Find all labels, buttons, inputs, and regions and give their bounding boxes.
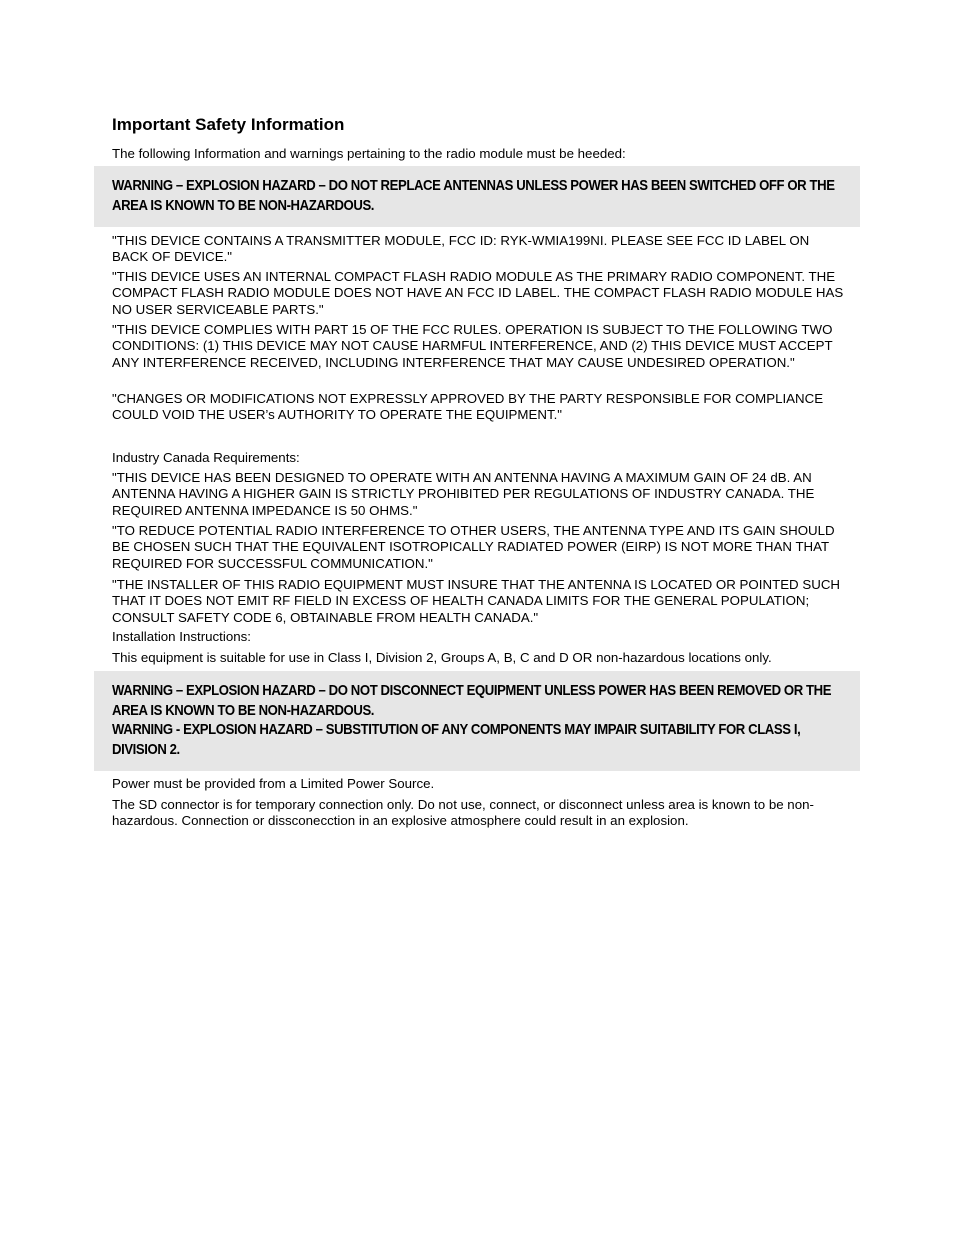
ic-statement-interference: "TO REDUCE POTENTIAL RADIO INTERFERENCE TO OTHER USERS, THE ANTENNA TYPE AND ITS GAIN SHOULD BE CHOSEN SUCH THAT THE EQUIVALENT ISOTROPICALLY RADIATED POWER (EIRP) IS NOT MORE THAN THAT REQUIRED FOR SUCCESSFUL COMMUNICATION." — [112, 523, 835, 571]
warning-text-antennas: WARNING – EXPLOSION HAZARD – DO NOT REPLACE ANTENNAS UNLESS POWER HAS BEEN SWITCHED OFF OR THE AREA IS KNOWN TO BE NON-HAZARDOUS. — [112, 178, 835, 214]
fcc-statement-part15: "THIS DEVICE COMPLIES WITH PART 15 OF THE FCC RULES. OPERATION IS SUBJECT TO THE FOLLOWING TWO CONDITIONS: (1) THIS DEVICE MAY NOT CAUSE HARMFUL INTERFERENCE, AND (2) THIS DEVICE MUST ACCEPT ANY INTERFERENCE RECEIVED, INCLUDING INTERFERENCE THAT MAY CAUSE UNDESIRED OPERATION." — [112, 322, 833, 370]
page-title: Important Safety Information — [112, 115, 345, 134]
warning-text-substitution: WARNING - EXPLOSION HAZARD – SUBSTITUTION OF ANY COMPONENTS MAY IMPAIR SUITABILITY FOR CLASS I, DIVISION 2. — [112, 722, 801, 758]
install-text: This equipment is suitable for use in Class I, Division 2, Groups A, B, C and D OR non-hazardous locations only. — [112, 650, 772, 665]
fcc-statement-transmitter: "THIS DEVICE CONTAINS A TRANSMITTER MODULE, FCC ID: RYK-WMIA199NI. PLEASE SEE FCC ID LABEL ON BACK OF DEVICE." — [112, 233, 810, 265]
ic-statement-installer: "THE INSTALLER OF THIS RADIO EQUIPMENT MUST INSURE THAT THE ANTENNA IS LOCATED OR POINTED SUCH THAT IT DOES NOT EMIT RF FIELD IN EXCESS OF HEALTH CANADA LIMITS FOR THE GENERAL POPULATION; CONSULT SAFETY CODE 6, OBTAINABLE FROM HEALTH CANADA." — [112, 577, 841, 625]
sd-connector-text: The SD connector is for temporary connection only. Do not use, connect, or disconnect unless area is known to be non-hazardous. Connection or dissconecction in an explosive atmosphere could result in an explosion. — [112, 797, 814, 829]
fcc-statement-modifications: "CHANGES OR MODIFICATIONS NOT EXPRESSLY APPROVED BY THE PARTY RESPONSIBLE FOR COMPLIANCE COULD VOID THE USER’s AUTHORITY TO OPERATE THE EQUIPMENT." — [112, 391, 824, 423]
ic-heading: Industry Canada Requirements: — [112, 450, 300, 465]
fcc-statement-compact-flash: "THIS DEVICE USES AN INTERNAL COMPACT FLASH RADIO MODULE AS THE PRIMARY RADIO COMPONENT. THE COMPACT FLASH RADIO MODULE DOES NOT HAVE AN FCC ID LABEL. THE COMPACT FLASH RADIO MODULE HAS NO USER SERVICEABLE PARTS." — [112, 269, 844, 317]
ic-statement-antenna-gain: "THIS DEVICE HAS BEEN DESIGNED TO OPERATE WITH AN ANTENNA HAVING A MAXIMUM GAIN OF 24 dB. AN ANTENNA HAVING A HIGHER GAIN IS STRICTLY PROHIBITED PER REGULATIONS OF INDUSTRY CANADA. THE REQUIRED ANTENNA IMPEDANCE IS 50 OHMS." — [112, 470, 815, 518]
warning-box-antennas — [94, 166, 860, 227]
power-source-text: Power must be provided from a Limited Power Source. — [112, 776, 435, 791]
install-heading: Installation Instructions: — [112, 629, 251, 644]
warning-text-disconnect: WARNING – EXPLOSION HAZARD – DO NOT DISCONNECT EQUIPMENT UNLESS POWER HAS BEEN REMOVED OR THE AREA IS KNOWN TO BE NON-HAZARDOUS. — [112, 683, 832, 719]
warning-box-disconnect — [94, 671, 860, 771]
intro-text: The following Information and warnings pertaining to the radio module must be heeded: — [112, 146, 626, 161]
